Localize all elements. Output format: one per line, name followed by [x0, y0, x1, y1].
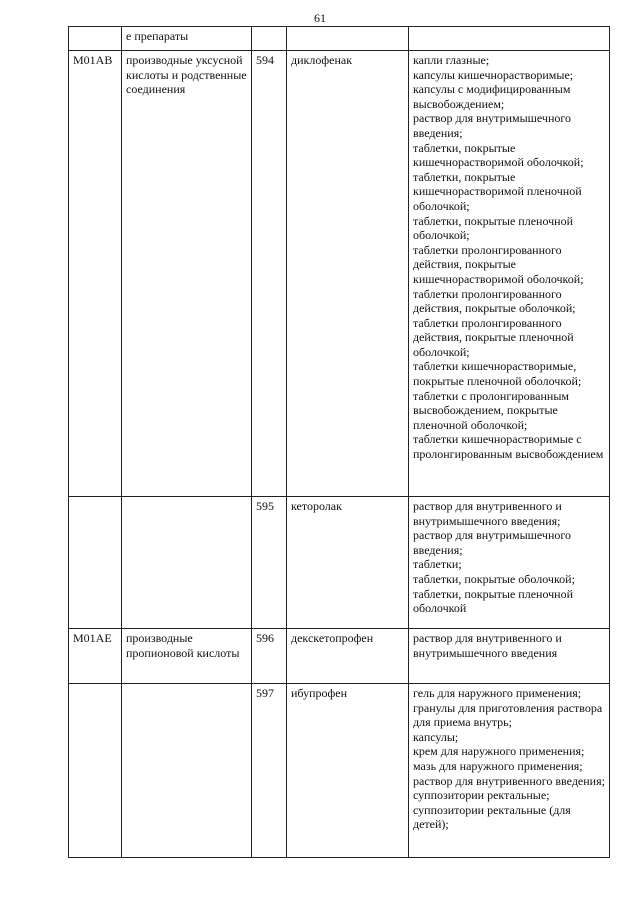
dosage-form-item: таблетки; [413, 557, 462, 572]
drug-name-cell: диклофенак [287, 51, 409, 497]
dosage-forms-list [413, 53, 605, 462]
table-row [69, 27, 610, 51]
dosage-forms-cell [409, 51, 610, 497]
table-row [69, 51, 610, 497]
dosage-form-item: таблетки кишечнорастворимые, покрытые пленочной оболочкой; [413, 359, 582, 389]
dosage-form-item: суппозитории ректальные (для детей); [413, 802, 571, 832]
group-name-cell: е препараты [122, 27, 252, 51]
dosage-form-item: таблетки, покрытые пленочной оболочкой [413, 586, 574, 616]
table-row [69, 629, 610, 684]
dosage-form-item: таблетки с пролонгированным высвобождением, покрытые пленочной оболочкой; [413, 388, 570, 432]
dosage-form-item: гель для наружного применения; [413, 686, 582, 700]
drug-name-cell: ибупрофен [287, 684, 409, 858]
dosage-form-item: раствор для внутривенного введения; [413, 773, 605, 788]
dosage-form-item: раствор для внутримышечного введения; [413, 528, 571, 557]
dosage-forms-cell [409, 497, 610, 629]
dosage-form-item: капсулы кишечнорастворимые; [413, 67, 574, 82]
atc-code-cell: M01AB [69, 51, 122, 497]
drug-name-cell: декскетопрофен [287, 629, 409, 684]
dosage-form-item: таблетки пролонгированного действия, покрытые пленочной оболочкой; [413, 315, 574, 359]
dosage-form-item: мазь для наружного применения; [413, 758, 583, 773]
dosage-forms-cell [409, 629, 610, 684]
drug-name-cell: кеторолак [287, 497, 409, 629]
dosage-form-item: таблетки кишечнорастворимые с пролонгированным высвобождением [413, 432, 604, 462]
group-name-cell [122, 684, 252, 858]
dosage-form-item: таблетки пролонгированного действия, покрытые оболочкой; [413, 286, 576, 316]
dosage-forms-list [413, 631, 605, 660]
dosage-form-item: раствор для внутривенного и внутримышечного введения; [413, 499, 562, 528]
dosage-forms-list [413, 499, 605, 616]
item-number-cell: 597 [252, 684, 287, 858]
drug-table [68, 26, 610, 858]
item-number-cell: 595 [252, 497, 287, 629]
dosage-form-item: раствор для внутримышечного введения; [413, 111, 571, 140]
item-number-cell: 594 [252, 51, 287, 497]
group-name-cell: производные уксусной кислоты и родственные соединения [122, 51, 252, 497]
dosage-form-item: капли глазные; [413, 53, 490, 67]
dosage-form-item: капсулы; [413, 729, 459, 744]
atc-code-cell [69, 684, 122, 858]
table-row [69, 497, 610, 629]
item-number-cell: 596 [252, 629, 287, 684]
group-name-cell [122, 497, 252, 629]
dosage-form-item: раствор для внутривенного и внутримышечного введения [413, 631, 562, 660]
dosage-forms-cell [409, 684, 610, 858]
atc-code-cell [69, 497, 122, 629]
dosage-form-item: таблетки, покрытые оболочкой; [413, 571, 575, 586]
item-number-cell [252, 27, 287, 51]
dosage-form-item: таблетки, покрытые кишечнорастворимой пленочной оболочкой; [413, 169, 582, 213]
dosage-form-item: крем для наружного применения; [413, 744, 585, 759]
atc-code-cell [69, 27, 122, 51]
dosage-form-item: таблетки, покрытые кишечнорастворимой оболочкой; [413, 140, 584, 170]
dosage-form-item: таблетки пролонгированного действия, покрытые кишечнорастворимой оболочкой; [413, 242, 584, 286]
table-row [69, 684, 610, 858]
dosage-forms-cell [409, 27, 610, 51]
group-name-cell: производные пропионовой кислоты [122, 629, 252, 684]
dosage-forms-list [413, 686, 605, 832]
dosage-form-item: суппозитории ректальные; [413, 788, 550, 803]
dosage-form-item: гранулы для приготовления раствора для приема внутрь; [413, 700, 603, 730]
page-number: 61 [314, 11, 326, 25]
drug-name-cell [287, 27, 409, 51]
dosage-form-item: таблетки, покрытые пленочной оболочкой; [413, 213, 574, 243]
dosage-form-item: капсулы с модифицированным высвобождением; [413, 82, 571, 111]
atc-code-cell: M01AE [69, 629, 122, 684]
